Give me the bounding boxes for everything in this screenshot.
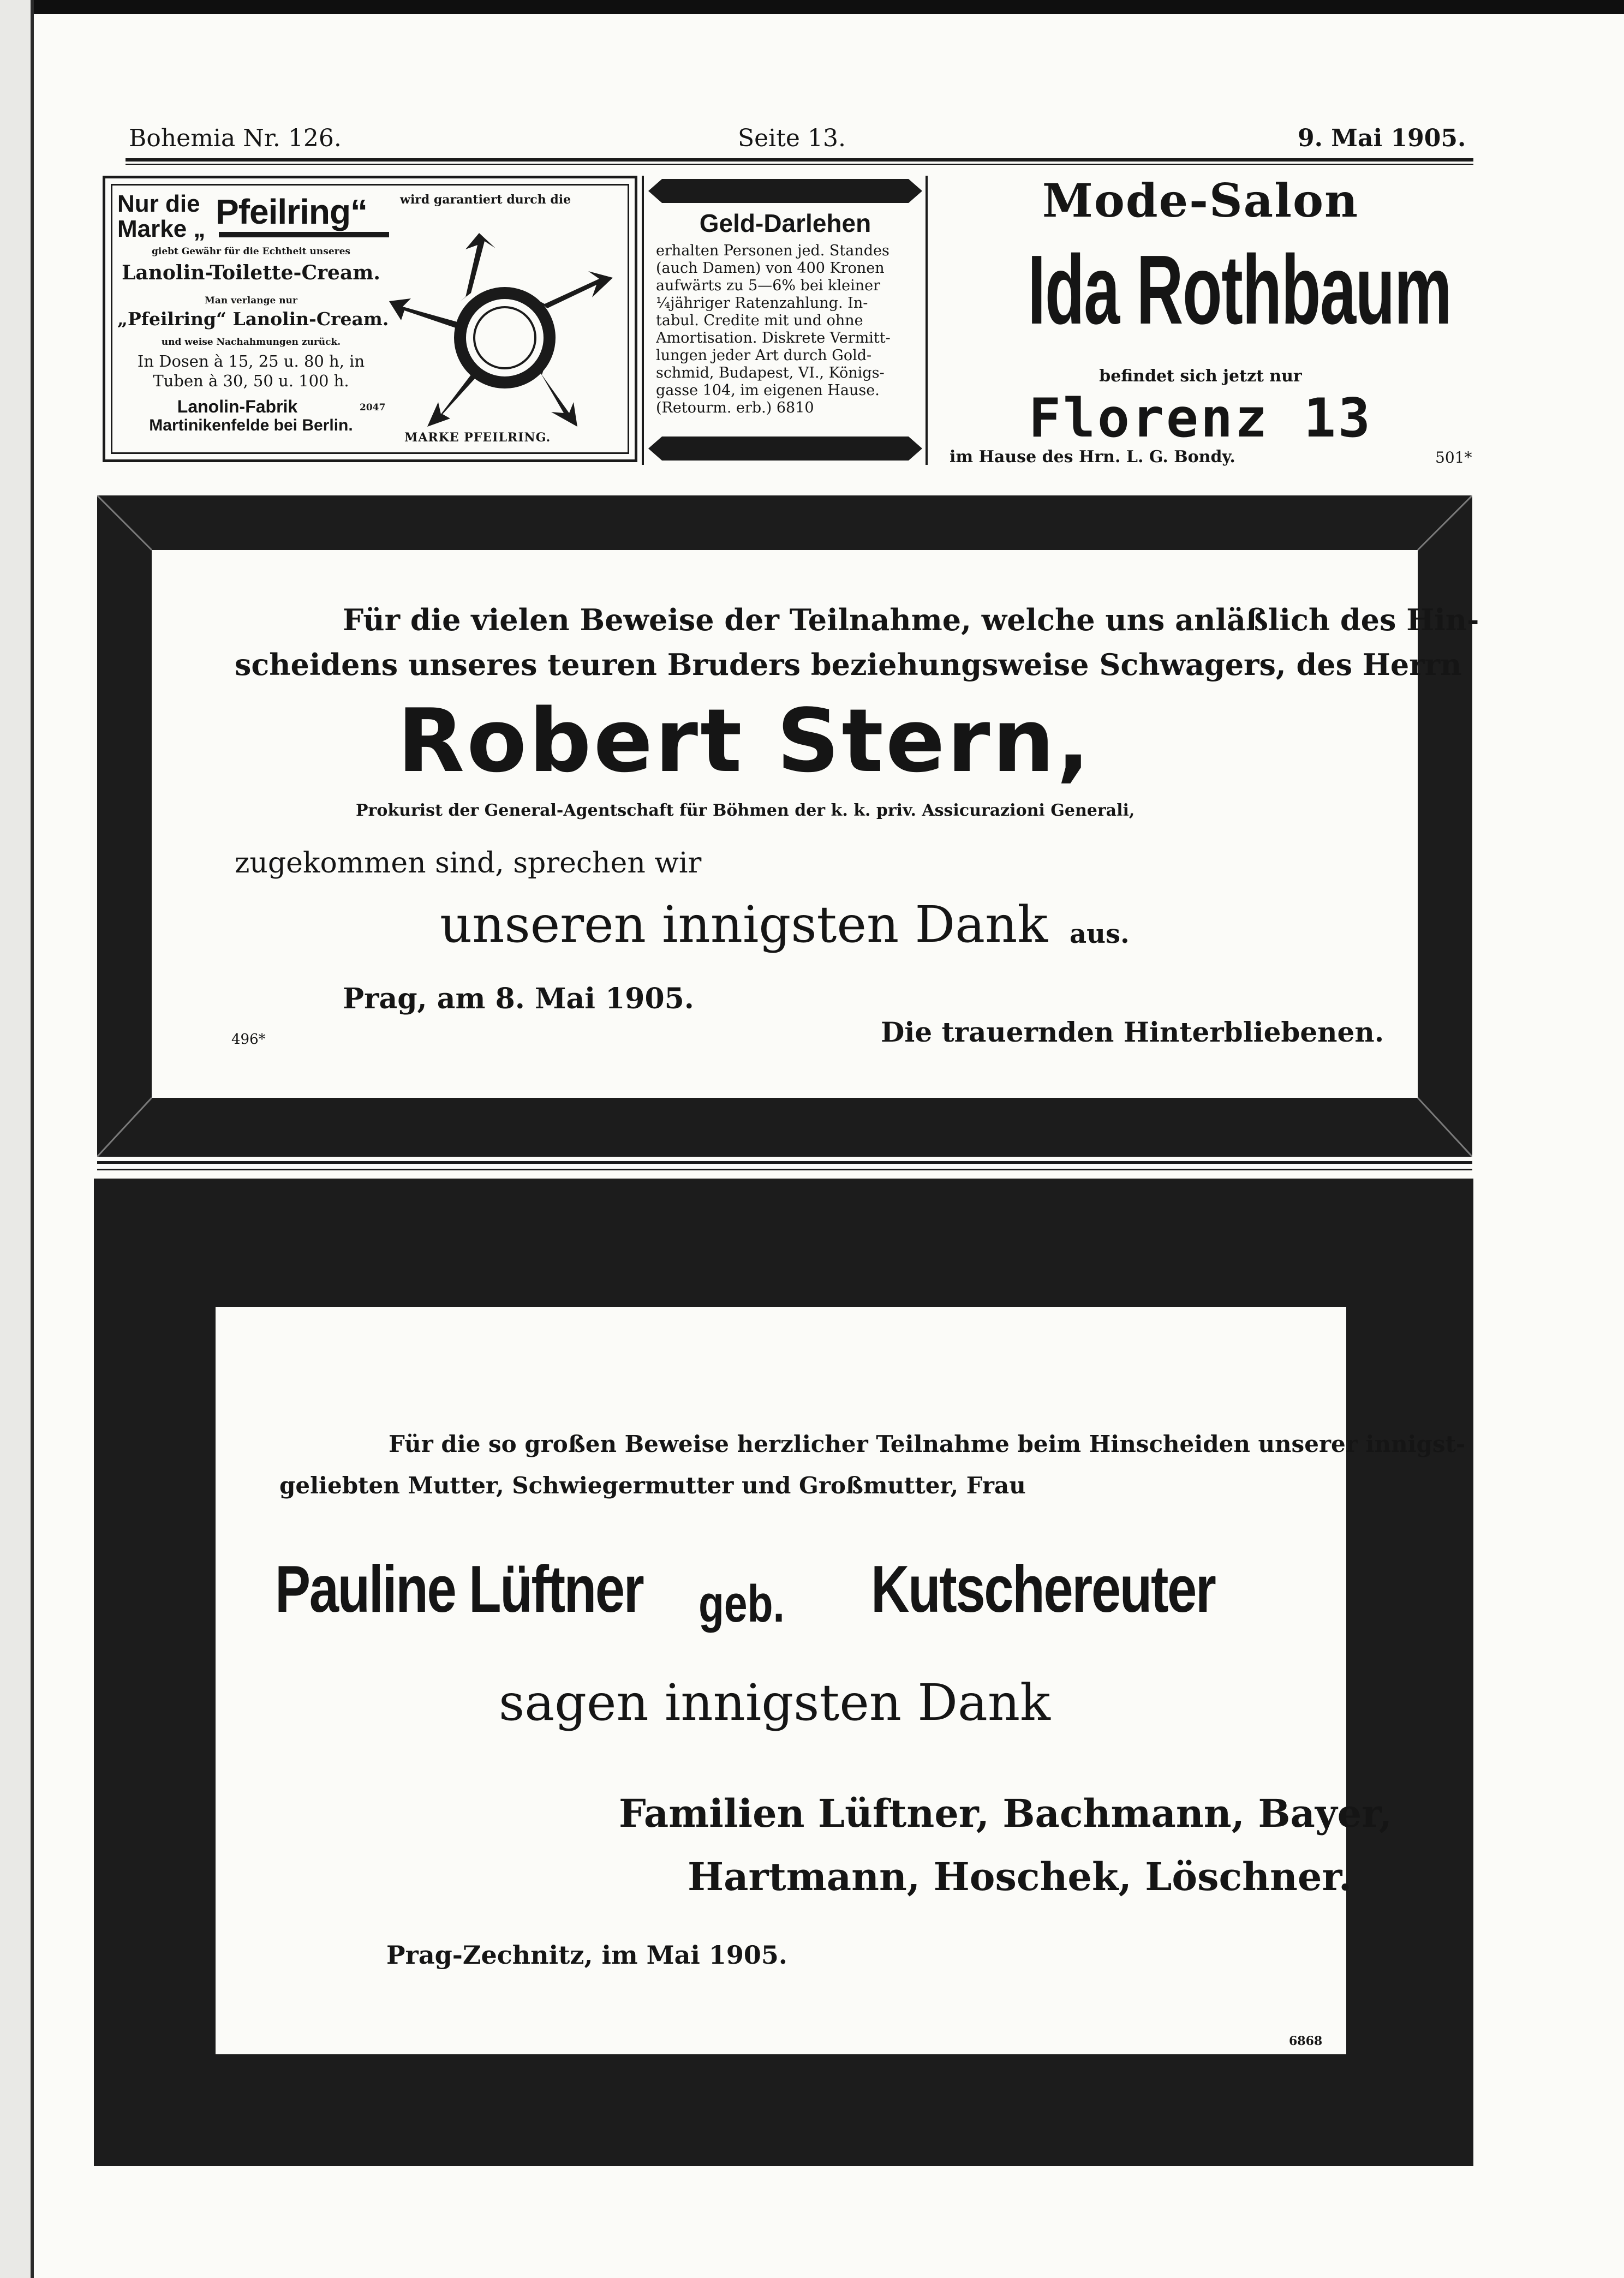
notice-separator <box>97 1161 1472 1164</box>
ad-pfeilring-tagline: wird garantiert durch die <box>400 193 571 207</box>
notice2-line1: Für die so großen Beweise herzlicher Teilnahme beim Hinscheiden unserer innigst- <box>389 1431 1466 1457</box>
ad-modesalon-code: 501* <box>1435 449 1472 467</box>
ad-pfeilring-brand: Pfeilring“ <box>216 192 368 231</box>
notice1-signature: Die trauernden Hinterbliebenen. <box>881 1016 1384 1048</box>
notice2-name: Pauline Lüftner <box>275 1552 643 1626</box>
ad-pfeilring-line4: „Pfeilring“ Lanolin-Cream. <box>117 308 389 330</box>
page-left-edge <box>0 0 34 2278</box>
notice2-name-geb: geb. <box>698 1575 785 1633</box>
notice1-line2: scheidens unseres teuren Bruders beziehungsweise Schwagers, des Herrn <box>235 647 1462 682</box>
ad-pfeilring-code: 2047 <box>360 402 386 413</box>
ad-darlehen-line: (auch Damen) von 400 Kronen <box>656 260 885 277</box>
ad-separator <box>926 176 928 465</box>
ad-pfeilring-line6: In Dosen à 15, 25 u. 80 h, in <box>137 352 365 370</box>
ad-pfeilring-factory: Lanolin-Fabrik <box>177 397 298 416</box>
notice-separator-thin <box>97 1169 1472 1170</box>
notice1-line4: unseren innigsten Dank <box>440 895 1048 954</box>
notice1-line3: zugekommen sind, sprechen wir <box>235 847 702 880</box>
ad-darlehen-line: lungen jeder Art durch Gold- <box>656 347 872 364</box>
notice1-line4-end: aus. <box>1070 919 1130 949</box>
ad-pfeilring-underline <box>219 232 389 237</box>
notice2-line3: sagen innigsten Dank <box>499 1673 1050 1732</box>
notice1-place-date: Prag, am 8. Mai 1905. <box>343 982 694 1015</box>
ad-darlehen-line: erhalten Personen jed. Standes <box>656 242 889 259</box>
notice1-title: Prokurist der General-Agentschaft für Böhmen der k. k. priv. Assicurazioni Generali, <box>356 801 1135 820</box>
page-top-edge <box>0 0 1624 14</box>
ad-modesalon-name: Ida Rothbaum <box>1028 235 1452 345</box>
ad-darlehen-title: Geld-Darlehen <box>699 209 871 237</box>
ad-pfeilring-line3: Man verlange nur <box>205 295 297 306</box>
ad-darlehen-line: tabul. Credite mit und ohne <box>656 312 863 329</box>
ad-darlehen-line: (Retourm. erb.) 6810 <box>656 399 814 416</box>
notice2-name-maiden: Kutschereuter <box>871 1552 1215 1626</box>
ad-darlehen-line: ¼jähriger Ratenzahlung. In- <box>656 295 868 312</box>
notice1-name: Robert Stern, <box>397 690 1092 792</box>
ad-pfeilring-line1a: Nur die <box>117 190 200 217</box>
ad-separator <box>642 176 644 465</box>
ad-modesalon-title: Mode-Salon <box>1042 174 1359 228</box>
ad-darlehen-top-bar <box>648 179 922 203</box>
header-rule-thin <box>126 164 1473 165</box>
pfeilring-logo-icon <box>389 211 624 429</box>
ad-darlehen-line: Amortisation. Diskrete Vermitt- <box>656 330 891 346</box>
ad-pfeilring-factory2: Martinikenfelde bei Berlin. <box>149 416 353 434</box>
notice2-families1: Familien Lüftner, Bachmann, Bayer, <box>619 1791 1393 1836</box>
ad-darlehen-line: gasse 104, im eigenen Hause. <box>656 382 880 399</box>
notice2-families2: Hartmann, Hoschek, Löschner. <box>688 1854 1352 1899</box>
notice2-code: 6868 <box>1289 2034 1323 2048</box>
notice1-line1: Für die vielen Beweise der Teilnahme, welche uns anläßlich des Hin- <box>343 602 1479 637</box>
ad-pfeilring <box>103 176 637 462</box>
ad-darlehen-line: schmid, Budapest, VI., Königs- <box>656 364 885 381</box>
header-issue: Bohemia Nr. 126. <box>129 124 342 152</box>
ad-darlehen-bottom-bar <box>648 437 922 461</box>
ad-darlehen <box>648 176 922 465</box>
ad-darlehen-line: aufwärts zu 5—6% bei kleiner <box>656 277 881 294</box>
ad-pfeilring-line7: Tuben à 30, 50 u. 100 h. <box>153 372 349 390</box>
notice2-place-date: Prag-Zechnitz, im Mai 1905. <box>386 1940 787 1970</box>
header-rule <box>126 158 1473 162</box>
header-page-number: Seite 13. <box>738 124 846 152</box>
ad-modesalon-line2: im Hause des Hrn. L. G. Bondy. <box>950 447 1235 467</box>
header-date: 9. Mai 1905. <box>1298 124 1466 152</box>
ad-pfeilring-product: Lanolin-Toilette-Cream. <box>122 261 380 284</box>
ad-modesalon-address: Florenz 13 <box>1028 387 1372 450</box>
ad-modesalon-line1: befindet sich jetzt nur <box>1099 367 1302 386</box>
ad-pfeilring-mark-label: MARKE PFEILRING. <box>404 431 551 445</box>
notice1-code: 496* <box>231 1031 266 1048</box>
ad-pfeilring-line2: giebt Gewähr für die Echtheit unseres <box>151 246 351 257</box>
ad-pfeilring-line1b: Marke „ <box>117 216 206 242</box>
notice2-line2: geliebten Mutter, Schwiegermutter und Großmutter, Frau <box>279 1472 1026 1499</box>
ad-pfeilring-line5: und weise Nachahmungen zurück. <box>161 337 341 348</box>
